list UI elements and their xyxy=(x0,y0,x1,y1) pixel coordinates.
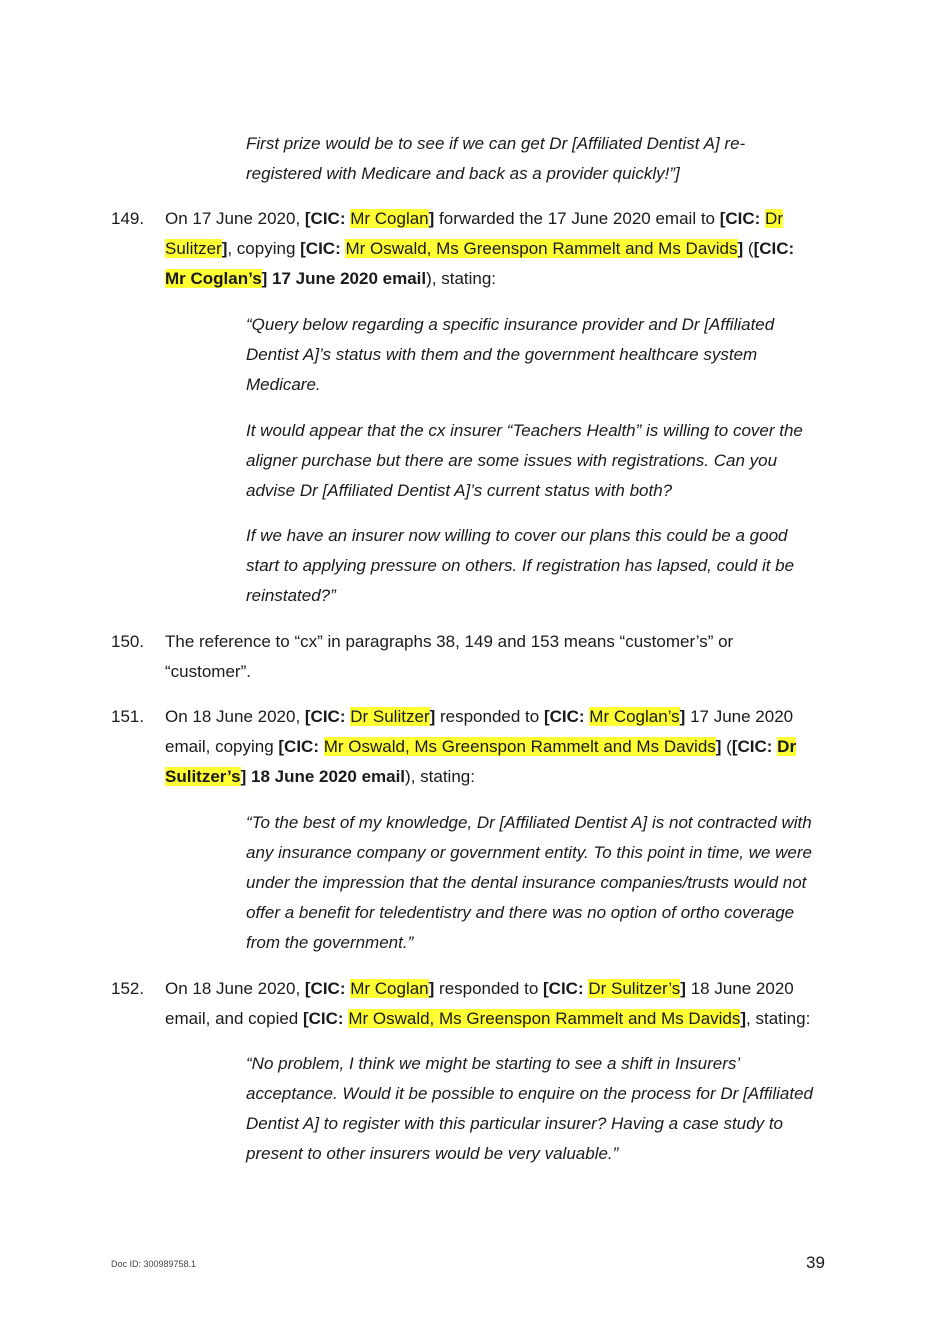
quote-line: acceptance. Would it be possible to enquire on the process for Dr [Affiliated xyxy=(246,1084,813,1103)
highlight: Sulitzer xyxy=(165,239,222,258)
quote-line: any insurance company or government entity. To this point in time, we were xyxy=(246,843,813,862)
highlight: Mr Oswald, Ms Greenspon Rammelt and Ms Davids xyxy=(348,1009,741,1028)
highlight: Dr Sulitzer xyxy=(350,707,430,726)
quote-line: advise Dr [Affiliated Dentist A]’s current status with both? xyxy=(246,481,673,500)
quote-line: present to other insurers would be very valuable.” xyxy=(246,1144,619,1163)
quote-line: Dentist A] to register with this particular insurer? Having a case study to xyxy=(246,1114,783,1133)
paragraph-line: The reference to “cx” in paragraphs 38, 149 and 153 means “customer’s” or xyxy=(165,632,734,651)
highlight: Mr Coglan xyxy=(350,209,429,228)
highlight: Dr Sulitzer’s xyxy=(588,979,681,998)
quote-line: “Query below regarding a specific insurance provider and Dr [Affiliated xyxy=(246,315,775,334)
quote-line: start to applying pressure on others. If registration has lapsed, could it be xyxy=(246,556,795,575)
quote-line: “No problem, I think we might be starting to see a shift in Insurers’ xyxy=(246,1054,741,1073)
paragraph-number: 150. xyxy=(111,632,145,651)
highlight: Dr xyxy=(777,737,797,756)
paragraph-line: email, copying [CIC: Mr Oswald, Ms Greenspon Rammelt and Ms Davids] ([CIC: Dr xyxy=(165,737,797,756)
quote-line: If we have an insurer now willing to cover our plans this could be a good xyxy=(246,526,788,545)
paragraph-number: 152. xyxy=(111,979,145,998)
document-id: Doc ID: 300989758.1 xyxy=(111,1259,197,1269)
highlight: Mr Coglan’s xyxy=(165,269,262,288)
quote-line: “To the best of my knowledge, Dr [Affiliated Dentist A] is not contracted with xyxy=(246,813,812,832)
quote-line: First prize would be to see if we can get Dr [Affiliated Dentist A] re- xyxy=(246,134,746,153)
highlight: Mr Coglan xyxy=(350,979,429,998)
quote-line: reinstated?” xyxy=(246,586,336,605)
paragraph-line: Mr Coglan’s] 17 June 2020 email), stating: xyxy=(165,269,497,288)
paragraph-line: “customer”. xyxy=(165,662,251,681)
highlight: Sulitzer’s xyxy=(165,767,241,786)
quote-line: from the government.” xyxy=(246,933,414,952)
paragraph-line: Sulitzer], copying [CIC: Mr Oswald, Ms Greenspon Rammelt and Ms Davids] ([CIC: xyxy=(165,239,795,258)
quote-line: registered with Medicare and back as a provider quickly!”] xyxy=(246,164,680,183)
quote-line: aligner purchase but there are some issues with registrations. Can you xyxy=(246,451,778,470)
paragraph-number: 151. xyxy=(111,707,145,726)
paragraph-number: 149. xyxy=(111,209,145,228)
paragraph-line: email, and copied [CIC: Mr Oswald, Ms Greenspon Rammelt and Ms Davids], stating: xyxy=(165,1009,811,1028)
paragraph-line: On 18 June 2020, [CIC: Dr Sulitzer] responded to [CIC: Mr Coglan’s] 17 June 2020 xyxy=(165,707,794,726)
paragraph-line: On 17 June 2020, [CIC: Mr Coglan] forwarded the 17 June 2020 email to [CIC: Dr xyxy=(165,209,783,228)
highlight: Mr Oswald, Ms Greenspon Rammelt and Ms Davids xyxy=(323,737,716,756)
highlight: Dr xyxy=(765,209,783,228)
quote-line: It would appear that the cx insurer “Teachers Health” is willing to cover the xyxy=(246,421,803,440)
highlight: Mr Coglan’s xyxy=(589,707,680,726)
highlight: Mr Oswald, Ms Greenspon Rammelt and Ms Davids xyxy=(345,239,738,258)
page-number: 39 xyxy=(806,1253,825,1272)
quote-line: Dentist A]’s status with them and the government healthcare system xyxy=(246,345,758,364)
quote-line: Medicare. xyxy=(246,375,321,394)
quote-line: offer a benefit for teledentistry and there was no option of ortho coverage xyxy=(246,903,795,922)
quote-line: under the impression that the dental insurance companies/trusts would not xyxy=(246,873,807,892)
paragraph-line: On 18 June 2020, [CIC: Mr Coglan] responded to [CIC: Dr Sulitzer’s] 18 June 2020 xyxy=(165,979,794,998)
paragraph-line: Sulitzer’s] 18 June 2020 email), stating: xyxy=(165,767,475,786)
